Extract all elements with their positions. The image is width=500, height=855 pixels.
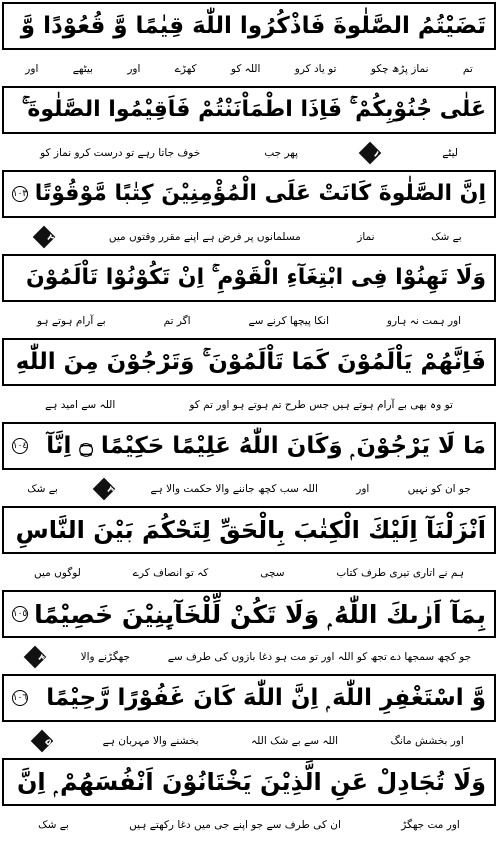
- arabic-text: تَضَيْتُمُ الصَّلٰوةَ فَاذْكُرُوا اللّٰهَ قِيٰمًا وَّ قُعُوْدًا وَّ: [20, 12, 486, 39]
- gloss-word: بیٹھے: [72, 63, 93, 75]
- ayah-marker: ١٠٤: [12, 438, 28, 454]
- gloss-word: نماز: [357, 231, 375, 243]
- gloss-word: مسلمانوں پر فرض ہے اپنے مقرر وقتوں میں: [108, 231, 301, 243]
- verse-line-3: [2, 170, 496, 218]
- arabic-text: وَّ اسْتَغْفِرِ اللّٰهَ ۭ اِنَّ اللّٰهَ كَانَ غَفُوْرًا رَّحِيْمًا: [46, 684, 486, 711]
- urdu-gloss-4: [2, 304, 496, 338]
- urdu-gloss-7: [2, 556, 496, 590]
- urdu-gloss-10: [2, 808, 496, 842]
- urdu-gloss-8: [2, 640, 496, 674]
- verse-line-5: [2, 338, 496, 386]
- gloss-word: جو کچھ سمجھا دے تجھ کو اللہ اور تو مت ہو دغا بازوں کی طرف سے: [167, 651, 472, 663]
- arabic-text: مَا لَا يَرْجُوْنَ ۭ وَكَانَ اللّٰهُ عَلِيْمًا حَكِيْمًا ۝ اِنَّآ: [46, 432, 486, 459]
- arabic-text: عَلٰى جُنُوْبِكُمْ ۚ فَاِذَا اطْمَاْنَنْتُمْ فَاَقِيْمُوا الصَّلٰوةَ ۚ: [21, 97, 486, 122]
- gloss-word: اور: [127, 63, 141, 75]
- gloss-word: لوگوں میں: [34, 567, 81, 579]
- gloss-word: اللہ سے بے شک اللہ: [251, 735, 339, 747]
- rukuh-marker: ۵: [31, 730, 54, 753]
- gloss-word: بے شک: [431, 231, 462, 243]
- gloss-word: تو یاد کرو: [294, 63, 337, 75]
- gloss-word: انکا پیچھا کرنے سے: [248, 315, 330, 327]
- verse-line-8: [2, 590, 496, 638]
- arabic-text: بِمَآ اَرٰىكَ اللّٰهُ ۭ وَلَا تَكُنْ لِّلْخَآىِٕنِيْنَ خَصِيْمًا: [34, 599, 486, 629]
- gloss-word: اور: [356, 483, 370, 495]
- gloss-word: اور: [25, 63, 39, 75]
- arabic-text: فَاِنَّهُمْ يَاْلَمُوْنَ كَمَا تَاْلَمُوْنَ ۚ وَتَرْجُوْنَ مِنَ اللّٰهِ: [15, 348, 486, 375]
- gloss-word: اللہ کو: [230, 63, 261, 75]
- gloss-word: خوف جاتا رہے تو درست کرو نماز کو: [40, 147, 201, 159]
- verse-line-10: [2, 758, 496, 806]
- verse-line-7: [2, 506, 496, 554]
- urdu-gloss-5: [2, 388, 496, 422]
- gloss-word: بے شک: [38, 819, 69, 831]
- ayah-marker: ١٠٥: [12, 606, 28, 622]
- rukuh-marker: ۱: [359, 142, 382, 165]
- gloss-word: کھڑے: [174, 63, 197, 75]
- arabic-text: اِنَّ الصَّلٰوةَ كَانَتْ عَلَى الْمُؤْمِنِيْنَ كِتٰبًا مَّوْقُوْتًا: [34, 181, 486, 206]
- quran-page: [2, 2, 498, 853]
- urdu-gloss-2: [2, 136, 496, 170]
- gloss-word: اگر تم: [163, 315, 191, 327]
- gloss-word: جھگڑنے والا: [80, 651, 130, 663]
- verse-line-6: [2, 422, 496, 470]
- urdu-gloss-6: [2, 472, 496, 506]
- urdu-gloss-3: [2, 220, 496, 254]
- gloss-word: اور بخشش مانگ: [390, 735, 464, 747]
- ayah-marker: ١٠٣: [12, 186, 28, 202]
- gloss-word: تو وہ بھی بے آرام ہوتے ہیں جس طرح تم ہوتے ہو اور تم کو: [189, 399, 453, 411]
- gloss-word: لیٹے: [442, 147, 458, 159]
- gloss-word: ان کی طرف سے جو اپنے جی میں دغا رکھتے ہیں: [129, 819, 341, 831]
- gloss-word: جو ان کو نہیں: [407, 483, 471, 495]
- gloss-word: نماز پڑھ چکو: [370, 63, 429, 75]
- gloss-word: بے آرام ہوتے ہو: [36, 315, 106, 327]
- verse-line-4: [2, 254, 496, 302]
- arabic-text: وَلَا تَهِنُوْا فِى ابْتِغَآءِ الْقَوْمِ ۚ اِنْ تَكُوْنُوْا تَاْلَمُوْنَ: [25, 265, 486, 290]
- rukuh-marker: ۴: [24, 646, 47, 669]
- gloss-word: سچی: [260, 567, 285, 579]
- gloss-word: ہم نے اتاری تیری طرف کتاب: [336, 567, 465, 579]
- verse-line-9: [2, 674, 496, 722]
- urdu-gloss-9: [2, 724, 496, 758]
- gloss-word: بخشنے والا مہربان ہے: [102, 735, 199, 747]
- gloss-word: پھر جب: [264, 147, 299, 159]
- urdu-gloss-1: [2, 52, 496, 86]
- gloss-word: بے شک: [27, 483, 58, 495]
- rukuh-marker: ۲: [33, 226, 56, 249]
- arabic-text: وَلَا تُجَادِلْ عَنِ الَّذِيْنَ يَخْتَانُوْنَ اَنْفُسَهُمْ ۭ اِنَّ: [16, 768, 486, 796]
- gloss-word: تم: [462, 63, 473, 75]
- gloss-word: اللہ سے امید ہے: [45, 399, 116, 411]
- verse-line-1: [2, 2, 496, 50]
- gloss-word: اللہ سب کچھ جاننے والا حکمت والا ہے: [150, 483, 318, 495]
- gloss-word: اور ہمت نہ ہارو: [386, 315, 462, 327]
- gloss-word: اور مت جھگڑ: [401, 819, 460, 831]
- ayah-marker: ١٠٦: [12, 690, 28, 706]
- arabic-text: اَنْزَلْنَآ اِلَيْكَ الْكِتٰبَ بِالْحَقِّ لِتَحْكُمَ بَيْنَ النَّاسِ: [15, 516, 486, 544]
- gloss-word: کہ تو انصاف کرے: [132, 567, 209, 579]
- verse-line-2: [2, 86, 496, 134]
- rukuh-marker: ۳: [93, 478, 116, 501]
